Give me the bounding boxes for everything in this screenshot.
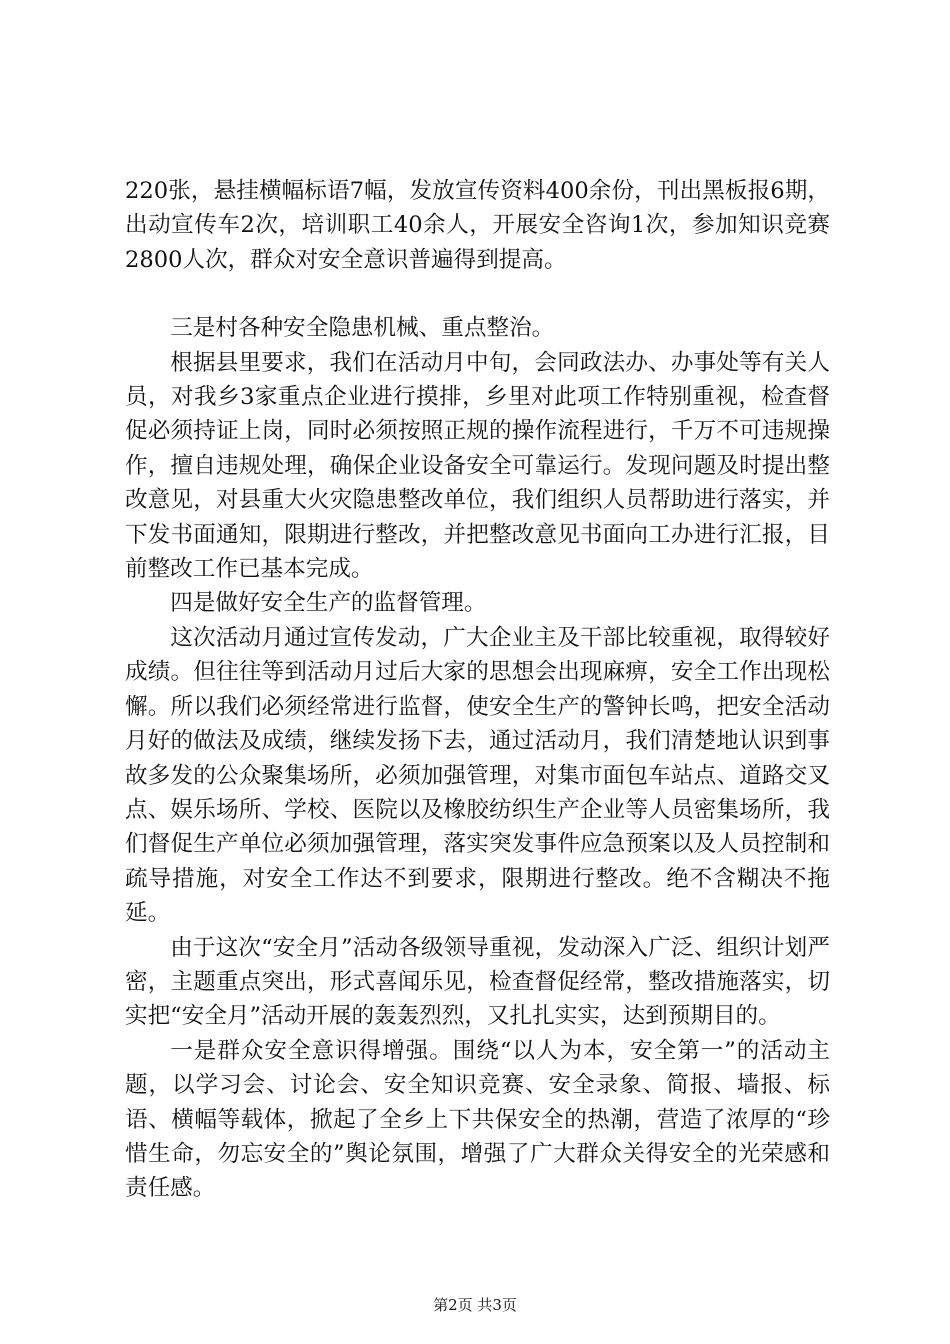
section-heading-four: 四是做好安全生产的监督管理。 — [170, 590, 487, 617]
paragraph-hazard-rectification: 根据县里要求，我们在活动月中旬，会同政法办、办事处等有关人员，对我乡3家重点企业进行摸排，乡里对此项工作特别重视，检查督促必须持证上岗，同时必须按照正规的操作流程进行，千万不可违规操作，擅自违规处理，确保企业设备安全可靠运行。发现问题及时提出整改意见，对县重大火灾隐患整改单位，我们组织人员帮助进行落实，并下发书面通知，限期进行整改，并把整改意见书面向工办进行汇报，目前整改工作已基本完成。 — [125, 349, 830, 583]
paragraph-supervision: 这次活动月通过宣传发动，广大企业主及干部比较重视，取得较好成绩。但往往等到活动月过后大家的思想会出现麻痹，安全工作出现松懈。所以我们必须经常进行监督，使安全生产的警钟长鸣，把安全活动月好的做法及成绩，继续发扬下去，通过活动月，我们清楚地认识到事故多发的公众聚集场所，必须加强管理，对集市面包车站点、道路交叉点、娱乐场所、学校、医院以及橡胶纺织生产企业等人员密集场所，我们督促生产单位必须加强管理，落实突发事件应急预案以及人员控制和疏导措施，对安全工作达不到要求，限期进行整改。绝不含糊决不拖延。 — [125, 624, 830, 927]
page-footer: 第2页 共3页 — [433, 1296, 517, 1314]
paragraph-awareness-enhanced: 一是群众安全意识得增强。围绕“以人为本，安全第一”的活动主题，以学习会、讨论会、安全知识竞赛、安全录象、简报、墙报、标语、横幅等载体，掀起了全乡上下共保安全的热潮，营造了浓厚的“珍惜生命，勿忘安全的”舆论氛围，增强了广大群众关得安全的光荣感和责任感。 — [125, 1037, 830, 1202]
paragraph-continuation: 220张，悬挂横幅标语7幅，发放宣传资料400余份，刊出黑板报6期，出动宣传车2次，培训职工40余人，开展安全咨询1次，参加知识竞赛2800人次，群众对安全意识普遍得到提高。 — [125, 178, 830, 273]
section-heading-three: 三是村各种安全隐患机械、重点整治。 — [170, 315, 555, 342]
document-body — [125, 174, 830, 1206]
paragraph-safety-month-summary: 由于这次“安全月”活动各级领导重视，发动深入广泛、组织计划严密，主题重点突出，形式喜闻乐见，检查督促经常，整改措施落实，切实把“安全月”活动开展的轰轰烈烈，又扎扎实实，达到预期目的。 — [125, 934, 830, 1030]
